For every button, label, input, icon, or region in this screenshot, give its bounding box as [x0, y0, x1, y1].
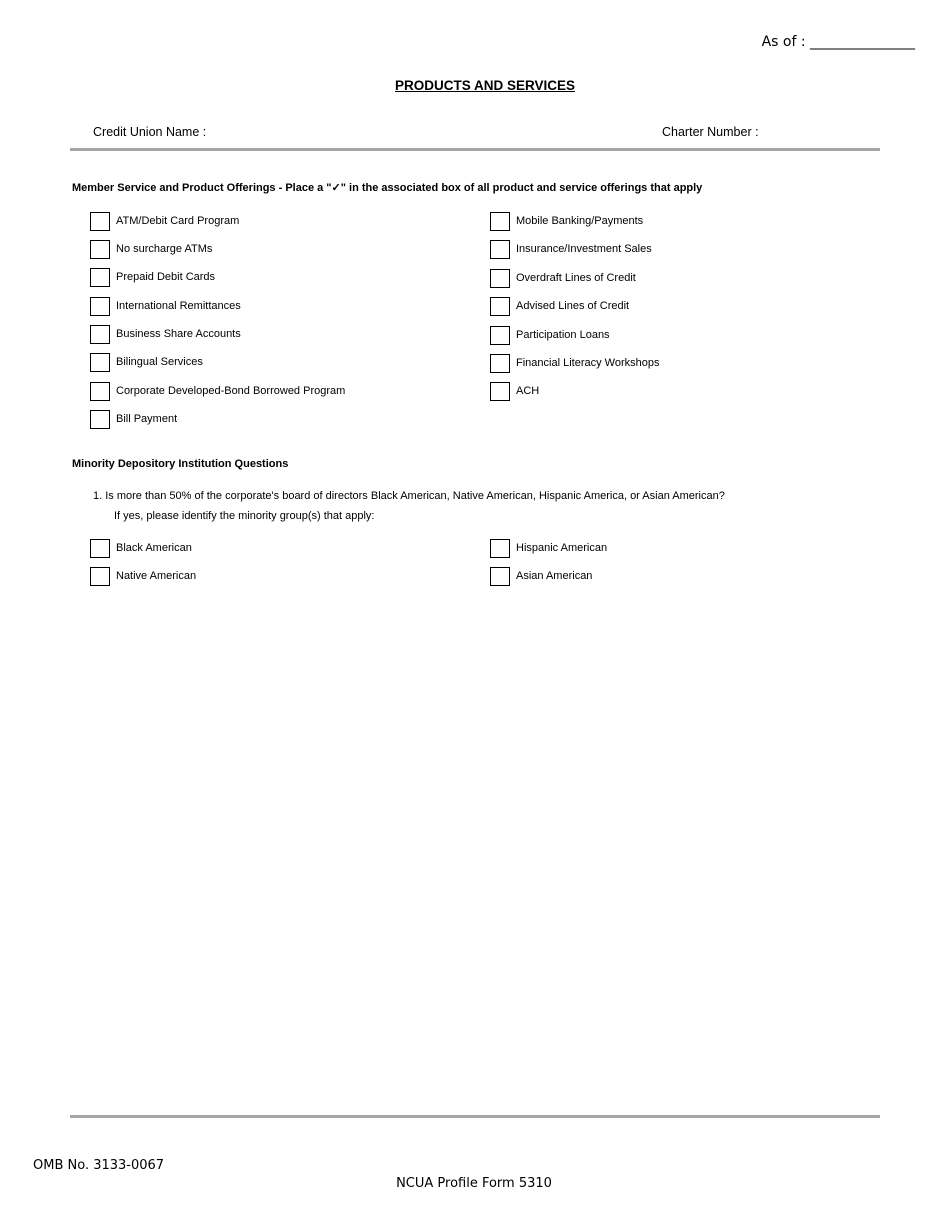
offering-bilingual[interactable] [90, 351, 203, 373]
offering-advised-credit[interactable] [490, 295, 629, 317]
offering-business-share[interactable] [90, 323, 241, 345]
footer-divider [70, 1115, 880, 1118]
checkbox-label: Insurance/Investment Sales [516, 243, 652, 255]
checkbox[interactable] [90, 353, 110, 372]
checkbox[interactable] [90, 297, 110, 316]
checkbox-label: Financial Literacy Workshops [516, 357, 660, 369]
checkbox[interactable] [490, 539, 510, 558]
minority-black-american[interactable] [90, 537, 192, 559]
checkbox[interactable] [90, 325, 110, 344]
offering-overdraft-credit[interactable] [490, 267, 636, 289]
checkbox-label: Prepaid Debit Cards [116, 271, 216, 283]
offering-atm-debit[interactable] [90, 210, 239, 232]
checkbox[interactable] [490, 354, 510, 373]
checkbox-label: Advised Lines of Credit [516, 300, 630, 312]
checkbox-label: No surcharge ATMs [116, 243, 213, 255]
checkbox[interactable] [90, 539, 110, 558]
offering-mobile-banking[interactable] [490, 210, 643, 232]
checkbox[interactable] [490, 326, 510, 345]
credit-union-name-label: Credit Union Name : [93, 125, 207, 139]
offering-participation-loans[interactable] [490, 324, 610, 346]
checkbox-label: Overdraft Lines of Credit [516, 272, 636, 284]
checkbox-label: Bilingual Services [116, 356, 203, 368]
minority-hispanic-american[interactable] [490, 537, 607, 559]
checkbox-label: ATM/Debit Card Program [116, 215, 240, 227]
page-title: PRODUCTS AND SERVICES [394, 78, 576, 93]
checkbox[interactable] [490, 297, 510, 316]
checkbox[interactable] [90, 567, 110, 586]
checkbox-label: International Remittances [116, 300, 241, 312]
checkbox[interactable] [90, 410, 110, 429]
offering-prepaid-debit[interactable] [90, 266, 215, 288]
minority-native-american[interactable] [90, 565, 196, 587]
form-name: NCUA Profile Form 5310 [396, 1176, 552, 1191]
offering-bill-payment[interactable] [90, 408, 177, 430]
charter-number-label: Charter Number : [662, 125, 759, 139]
checkbox-label: Participation Loans [516, 329, 610, 341]
checkbox[interactable] [90, 240, 110, 259]
checkbox-label: Corporate Developed-Bond Borrowed Program [116, 385, 346, 397]
as-of-label: As of : _______________ [761, 34, 915, 50]
checkbox[interactable] [490, 567, 510, 586]
offering-ach[interactable] [490, 380, 539, 402]
checkbox-label: Native American [116, 570, 197, 582]
omb-number: OMB No. 3133-0067 [33, 1158, 165, 1173]
checkbox-label: Mobile Banking/Payments [516, 215, 644, 227]
minority-asian-american[interactable] [490, 565, 592, 587]
offering-financial-literacy[interactable] [490, 352, 659, 374]
checkbox-label: Hispanic American [516, 542, 608, 554]
checkbox-label: Asian American [516, 570, 593, 582]
minority-heading: Minority Depository Institution Questions [72, 458, 289, 470]
offering-corporate-bond[interactable] [90, 380, 345, 402]
checkbox[interactable] [490, 269, 510, 288]
offerings-heading: Member Service and Product Offerings - Place a "✓" in the associated box of all product and service offerings that apply [72, 182, 703, 194]
offering-no-surcharge-atms[interactable] [90, 238, 212, 260]
checkbox-label: Black American [116, 542, 192, 554]
offering-international-remittances[interactable] [90, 295, 241, 317]
minority-question: 1. Is more than 50% of the corporate's board of directors Black American, Native American, Hispanic America, or Asian American? [93, 490, 725, 502]
checkbox[interactable] [490, 240, 510, 259]
header-divider [70, 148, 880, 151]
checkbox[interactable] [490, 382, 510, 401]
checkbox-label: Bill Payment [116, 413, 178, 425]
checkbox[interactable] [90, 212, 110, 231]
checkbox[interactable] [490, 212, 510, 231]
checkbox[interactable] [90, 382, 110, 401]
checkbox-label: ACH [516, 385, 540, 397]
checkbox[interactable] [90, 268, 110, 287]
minority-followup: If yes, please identify the minority group(s) that apply: [114, 510, 375, 522]
offering-insurance-investment[interactable] [490, 238, 652, 260]
checkbox-label: Business Share Accounts [116, 328, 241, 340]
